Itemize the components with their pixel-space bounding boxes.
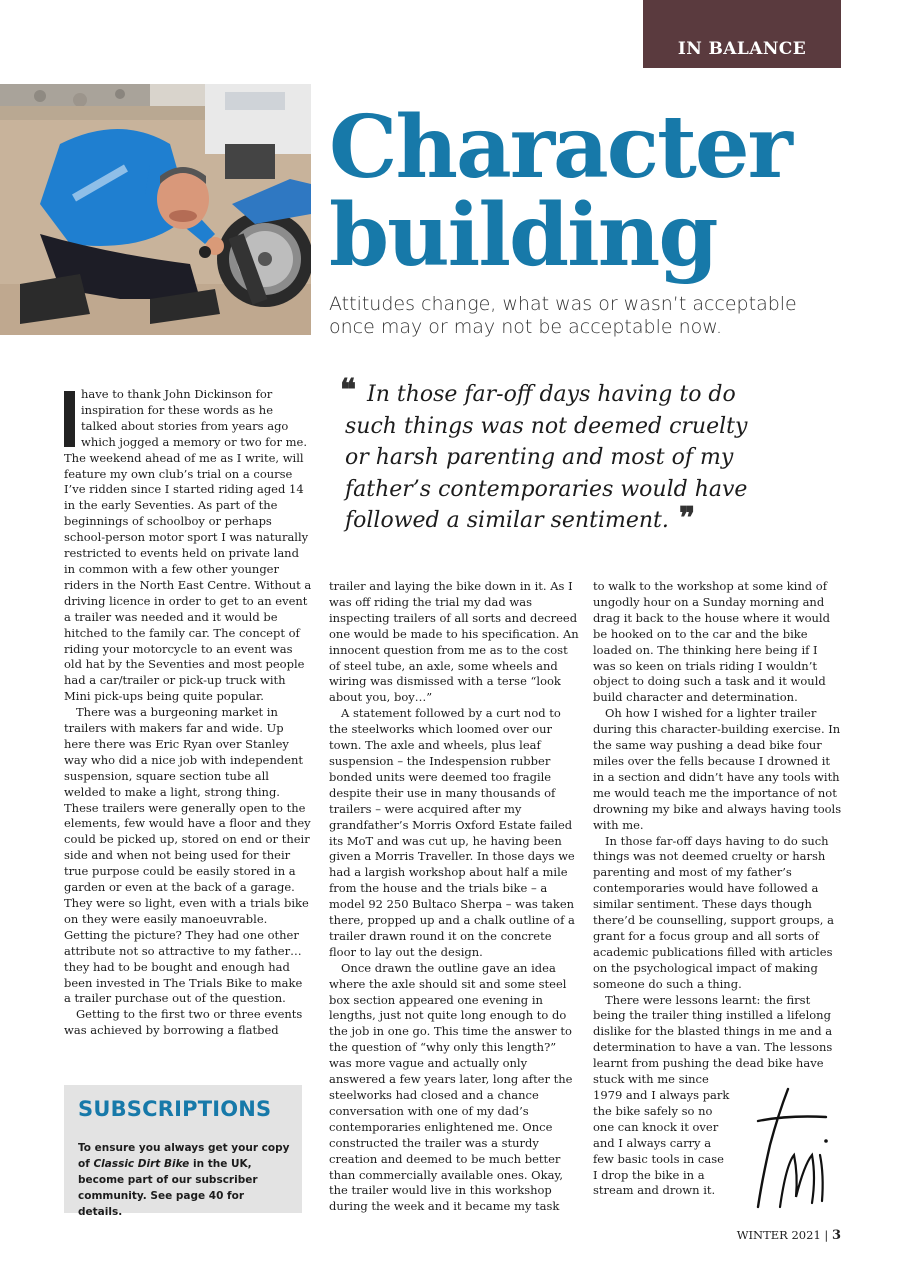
section-tab [643, 0, 841, 68]
standfirst: Attitudes change, what was or wasn’t acceptable once may or may not be acceptable now. [329, 293, 797, 338]
tail-line: few basic tools in case [593, 1151, 724, 1166]
headline-line-1: Character [329, 97, 791, 198]
body-paragraph [64, 387, 312, 705]
issue-label: WINTER 2021 [736, 1228, 821, 1242]
body-paragraph: trailer and laying the bike down in it. As I was off riding the trial my dad was inspecting trailers of all sorts and decreed one would be made to his specification. An innocent question from me as to the cost of steel tube, an axle, some wheels and wiring was dismissed with a terse “look about you, boy…” [329, 579, 579, 705]
subscriptions-text-part: To ensure you always get your copy of [78, 1142, 290, 1170]
body-paragraph: Once drawn the outline gave an idea where the axle should sit and some steel box section appeared one evening in lengths, just not quite long enough to do the job in one go. This time the answer to the question of “why only this length?” was more vague and actually only answered a few years later, long after the steelworks had closed and a chance conversation with one of my dad’s contemporaries enlightened me. Once constructed the trailer was a sturdy creation and deemed to be much better than commercially available ones. Okay, the trailer would live in this workshop during the week and it became my task [329, 960, 573, 1214]
body-paragraph: In those far-off days having to do such things was not deemed cruelty or harsh parenting and most of my father’s contemporaries would have followed a similar sentiment. These days though there’d be counselling, support groups, a grant for a focus group and all sorts of academic publications filled with articles on the psychological impact of making someone do such a thing. [593, 833, 834, 991]
body-column-1 [64, 387, 312, 1039]
section-label: IN BALANCE [677, 39, 807, 59]
body-paragraph: There was a burgeoning market in trailers with makers far and wide. Up here there was Eric Ryan over Stanley way who did a nice job with independent suspension, square section tube all welded to make a light, strong thing. These trailers were generally open to the elements, few would have a floor and they could be picked up, stored on end or their side and when not being used for their true purpose could be easily stored in a garden or even at the back of a garage. They were so light, even with a trials bike on they were easily manoeuvrable. Getting the picture? They had one other attribute not so attractive to my father… they had to be bought and enough had been invested in The Trials Bike to make a trailer purchase out of the question. [64, 705, 311, 1006]
pull-quote [340, 373, 765, 537]
tail-line: one can knock it over [593, 1119, 719, 1134]
tail-line: stuck with me since [593, 1072, 709, 1087]
subscriptions-title: SUBSCRIPTIONS [78, 1097, 272, 1121]
subscriptions-text-part: in the UK, become part of our subscriber community. See page 40 for details. [78, 1158, 258, 1218]
tail-line: stream and drown it. [593, 1183, 716, 1198]
pull-quote-text: In those far-off days having to do such things was not deemed cruelty or harsh parenting and most of my father’s contemporaries would have followed a similar sentiment. [345, 382, 748, 533]
tail-line: the bike safely so no [593, 1103, 713, 1118]
tail-line: 1979 and I always park [593, 1088, 730, 1102]
body-paragraph: A statement followed by a curt nod to the steelworks which loomed over our town. The axle and wheels, plus leaf suspension – the Indespension rubber bonded units were deemed too fragile despite their use in many thousands of trailers – were acquired after my grandfather’s Morris Oxford Estate failed its MoT and was cut up, he having been given a Morris Traveller. In those days we had a largish workshop about half a mile from the house and the trials bike – a model 92 250 Bultaco Sherpa – was taken there, propped up and a chalk outline of a trailer drawn round it on the concrete floor to lay out the design. [329, 706, 575, 959]
page-number: 3 [831, 1228, 841, 1243]
drop-cap [64, 391, 75, 447]
tail-line: and I always carry a [593, 1135, 712, 1150]
body-paragraph: Getting to the first two or three events was achieved by borrowing a flatbed [64, 1007, 303, 1038]
subscriptions-text [78, 1140, 290, 1220]
headline-line-2: building [329, 185, 717, 286]
author-signature [748, 1085, 838, 1215]
body-paragraph: Oh how I wished for a lighter trailer during this character-building exercise. In the same way pushing a dead bike four miles over the fells because I drowned it in a section and didn’t have any tools with me would teach me the importance of not drowning my bike and always having tools with me. [593, 706, 842, 832]
tail-line: I drop the bike in a [593, 1167, 705, 1182]
close-quote-icon: ❞ [679, 501, 696, 536]
subscriptions-box [64, 1085, 302, 1218]
magazine-name: Classic Dirt Bike [93, 1158, 190, 1170]
footer-separator: | [824, 1228, 829, 1242]
open-quote-icon: ❝ [340, 373, 357, 408]
article-photo [0, 84, 311, 335]
page-footer [737, 1228, 841, 1243]
body-paragraph: There were lessons learnt: the first being the trailer thing instilled a lifelong dislike for the blasted things in me and a determination to have a van. The lessons learnt from pushing the dead bike have [593, 992, 833, 1071]
body-paragraph-text: have to thank John Dickinson for inspiration for these words as he talked about stories from years ago which jogged a memory or two for me. The weekend ahead of me as I write, will feature my own club’s trial on a course I’ve ridden since I started riding aged 14 in the early Seventies. As part of the beginnings of schoolboy or perhaps school-person motor sport I was naturally restricted to events held on private land in common with a few other younger riders in the North East Centre. Without a driving licence in order to get to an event a trailer was needed and it would be hitched to the family car. The concept of riding your motorcycle to an event was old hat by the Seventies and most people had a car/trailer or pick-up truck with Mini pick-ups being quite popular. [64, 387, 312, 704]
body-column-2 [329, 579, 579, 1215]
headline [329, 97, 889, 286]
body-paragraph: to walk to the workshop at some kind of ungodly hour on a Sunday morning and drag it back to the house where it would be hooked on to the car and the bike loaded on. The thinking here being if I was so keen on trials riding I wouldn’t object to doing such a task and it would build character and determination. [593, 579, 830, 705]
